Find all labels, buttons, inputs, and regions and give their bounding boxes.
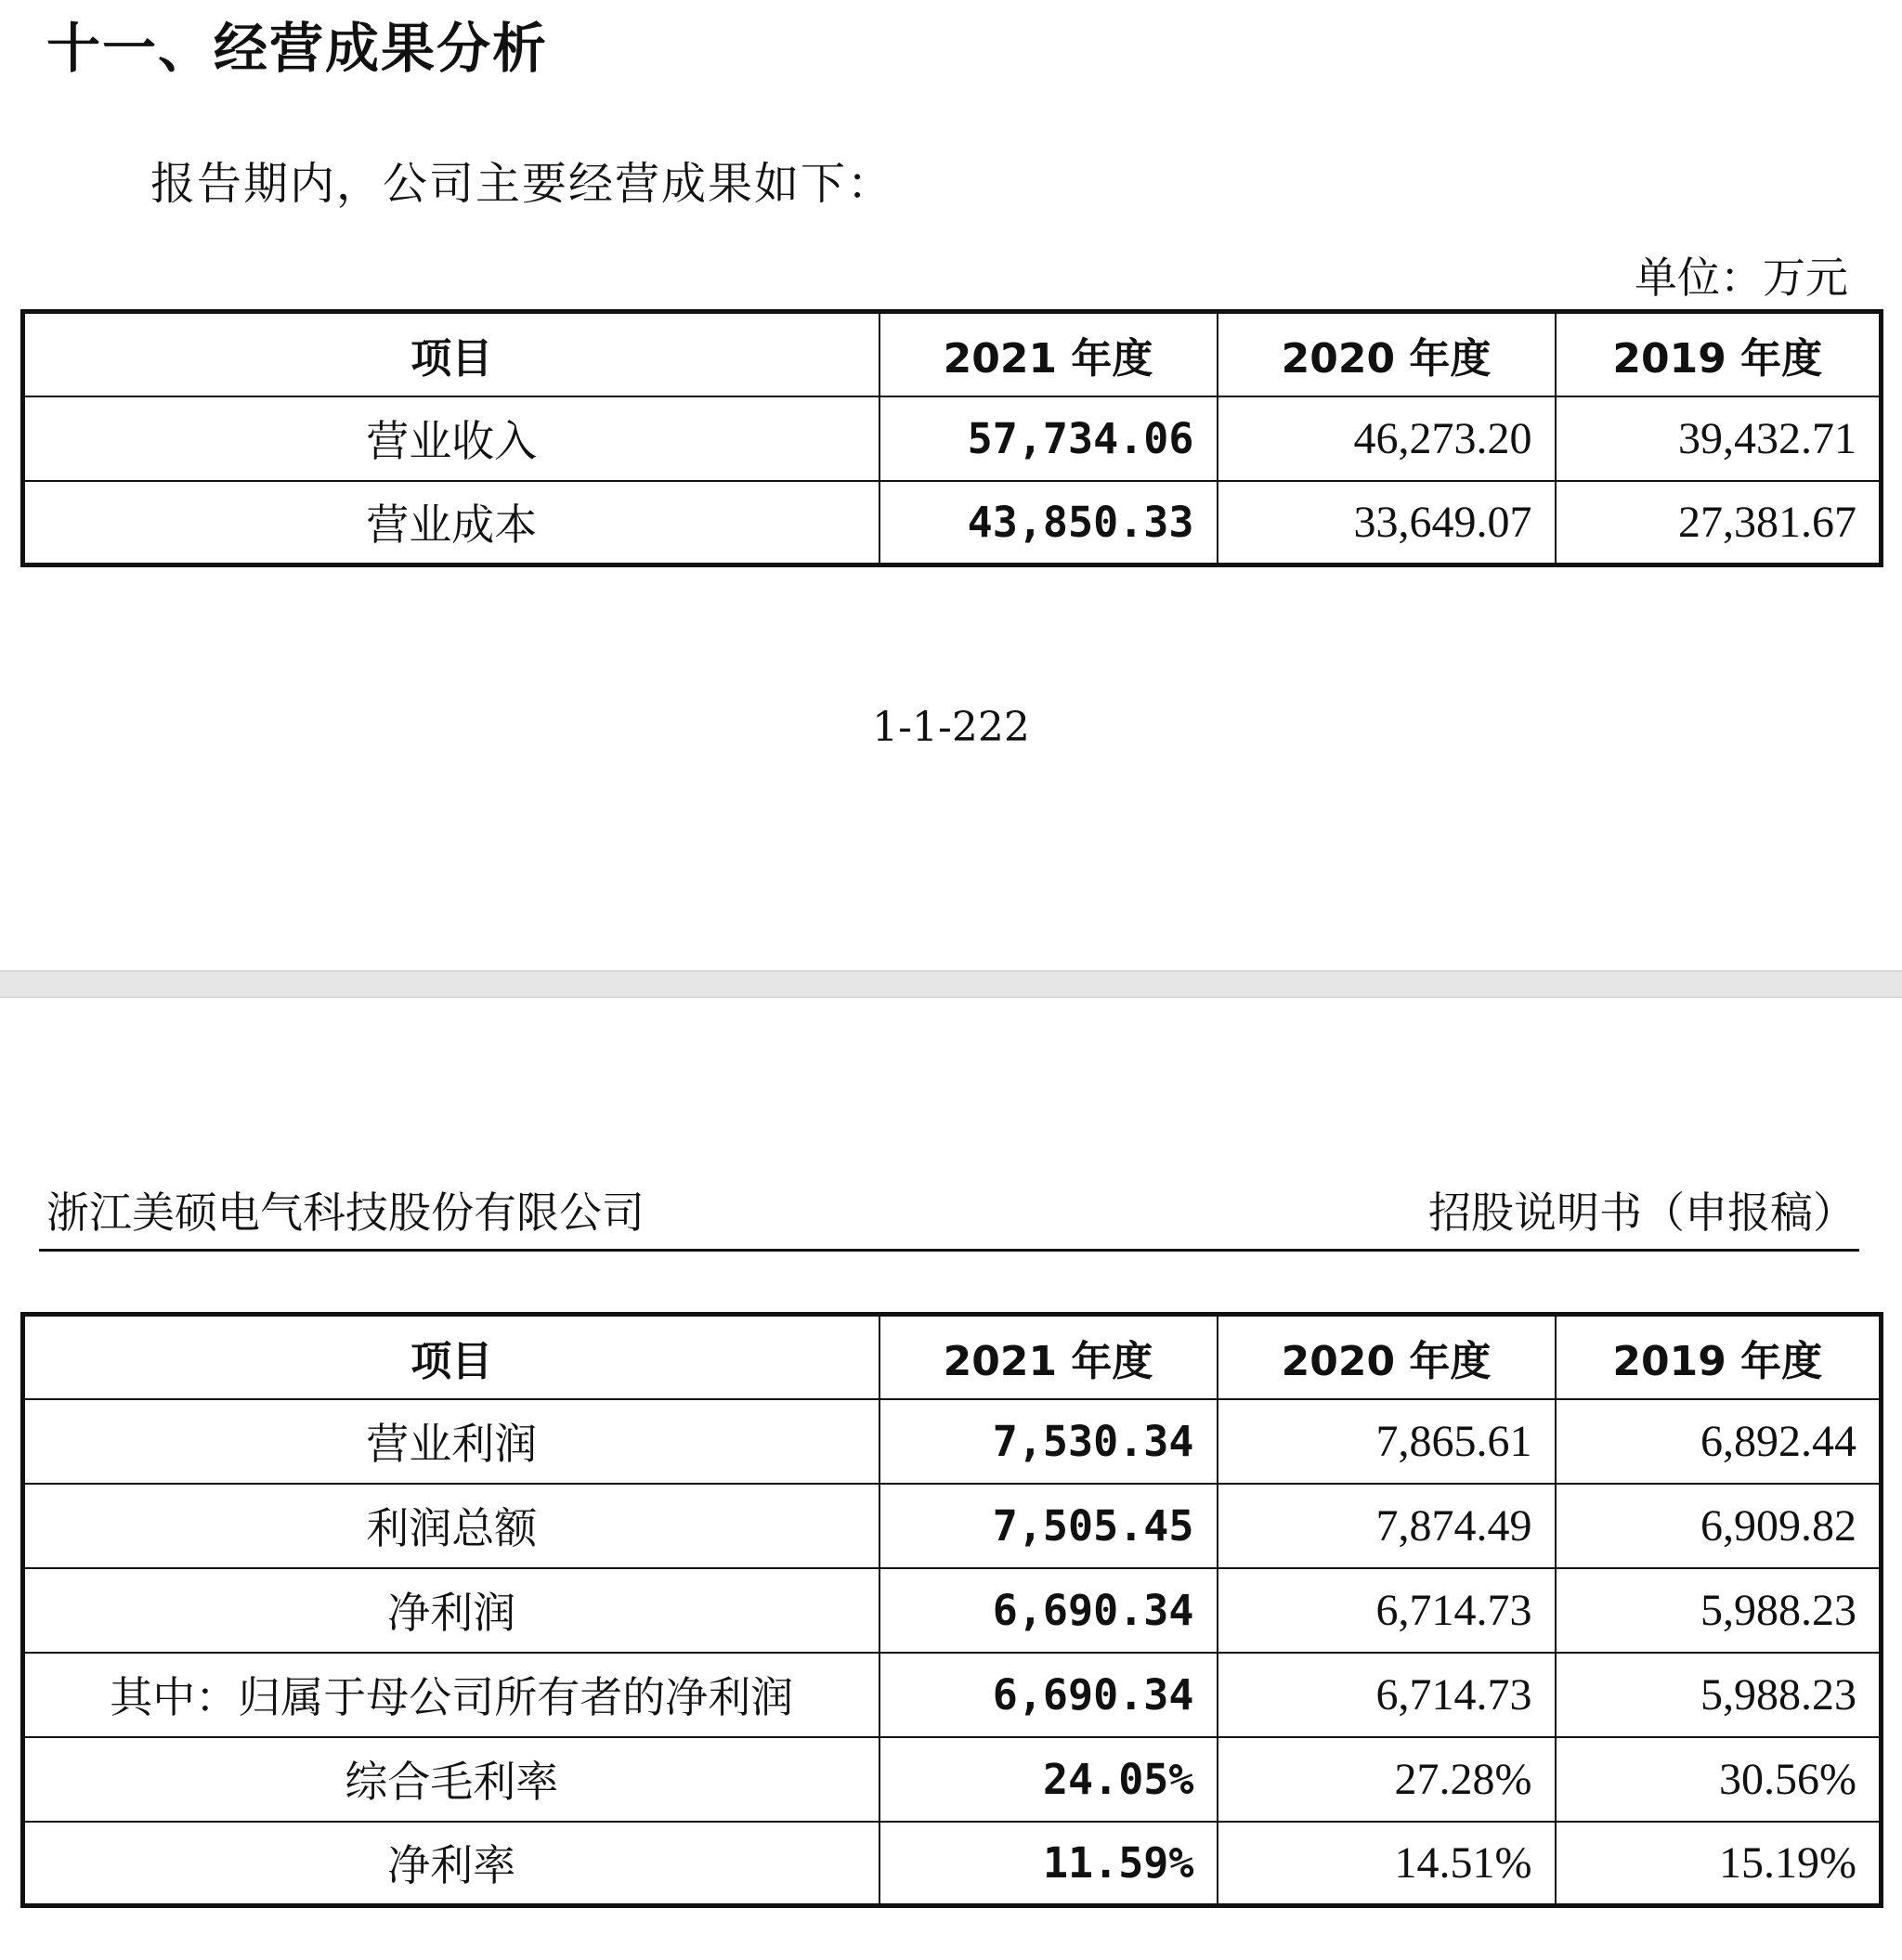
section-heading: 十一、经营成果分析 (46, 17, 549, 80)
page-header-document: 招股说明书（申报稿） (1428, 1188, 1856, 1238)
value-2021: 7,530.34 (879, 1399, 1218, 1484)
table-row (23, 1484, 1882, 1568)
value-2020: 7,865.61 (1218, 1399, 1556, 1484)
table-row (23, 1399, 1882, 1484)
table-row (23, 1653, 1882, 1737)
column-header-item: 项目 (23, 312, 879, 396)
value-2019: 27,381.67 (1556, 481, 1882, 565)
page-header-rule (39, 1249, 1859, 1252)
value-2021: 7,505.45 (879, 1484, 1218, 1568)
value-2020: 6,714.73 (1218, 1653, 1556, 1737)
row-label: 利润总额 (23, 1484, 879, 1568)
column-header-2021: 2021 年度 (879, 312, 1218, 396)
row-label: 净利率 (23, 1822, 879, 1906)
value-2020: 27.28% (1218, 1737, 1556, 1822)
value-2020: 7,874.49 (1218, 1484, 1556, 1568)
value-2021: 24.05% (879, 1737, 1218, 1822)
value-2020: 33,649.07 (1218, 481, 1556, 565)
column-header-2019: 2019 年度 (1556, 312, 1882, 396)
results-table-part-1 (20, 309, 1883, 567)
value-2021: 57,734.06 (879, 396, 1218, 481)
page-separator (0, 970, 1902, 998)
value-2021: 11.59% (879, 1822, 1218, 1906)
table-row (23, 481, 1882, 565)
value-2019: 5,988.23 (1556, 1653, 1882, 1737)
value-2021: 43,850.33 (879, 481, 1218, 565)
value-2019: 39,432.71 (1556, 396, 1882, 481)
page-header-company: 浙江美硕电气科技股份有限公司 (46, 1188, 645, 1238)
row-label: 净利润 (23, 1568, 879, 1653)
column-header-2019: 2019 年度 (1556, 1315, 1882, 1399)
table-header-row (23, 312, 1882, 396)
value-2019: 6,892.44 (1556, 1399, 1882, 1484)
column-header-2020: 2020 年度 (1218, 312, 1556, 396)
intro-text: 报告期内，公司主要经营成果如下： (150, 158, 894, 210)
value-2021: 6,690.34 (879, 1568, 1218, 1653)
value-2020: 14.51% (1218, 1822, 1556, 1906)
value-2020: 6,714.73 (1218, 1568, 1556, 1653)
value-2020: 46,273.20 (1218, 396, 1556, 481)
column-header-item: 项目 (23, 1315, 879, 1399)
page-number: 1-1-222 (872, 704, 1030, 751)
table-header-row (23, 1315, 1882, 1399)
value-2019: 15.19% (1556, 1822, 1882, 1906)
column-header-2021: 2021 年度 (879, 1315, 1218, 1399)
row-label: 综合毛利率 (23, 1737, 879, 1822)
value-2019: 5,988.23 (1556, 1568, 1882, 1653)
value-2021: 6,690.34 (879, 1653, 1218, 1737)
row-label: 营业利润 (23, 1399, 879, 1484)
table-row (23, 1822, 1882, 1906)
unit-label: 单位：万元 (1635, 253, 1848, 303)
column-header-2020: 2020 年度 (1218, 1315, 1556, 1399)
row-label: 其中：归属于母公司所有者的净利润 (23, 1653, 879, 1737)
row-label: 营业收入 (23, 396, 879, 481)
value-2019: 30.56% (1556, 1737, 1882, 1822)
results-table-part-2 (20, 1312, 1883, 1908)
table-row (23, 396, 1882, 481)
table-row (23, 1568, 1882, 1653)
value-2019: 6,909.82 (1556, 1484, 1882, 1568)
table-row (23, 1737, 1882, 1822)
row-label: 营业成本 (23, 481, 879, 565)
